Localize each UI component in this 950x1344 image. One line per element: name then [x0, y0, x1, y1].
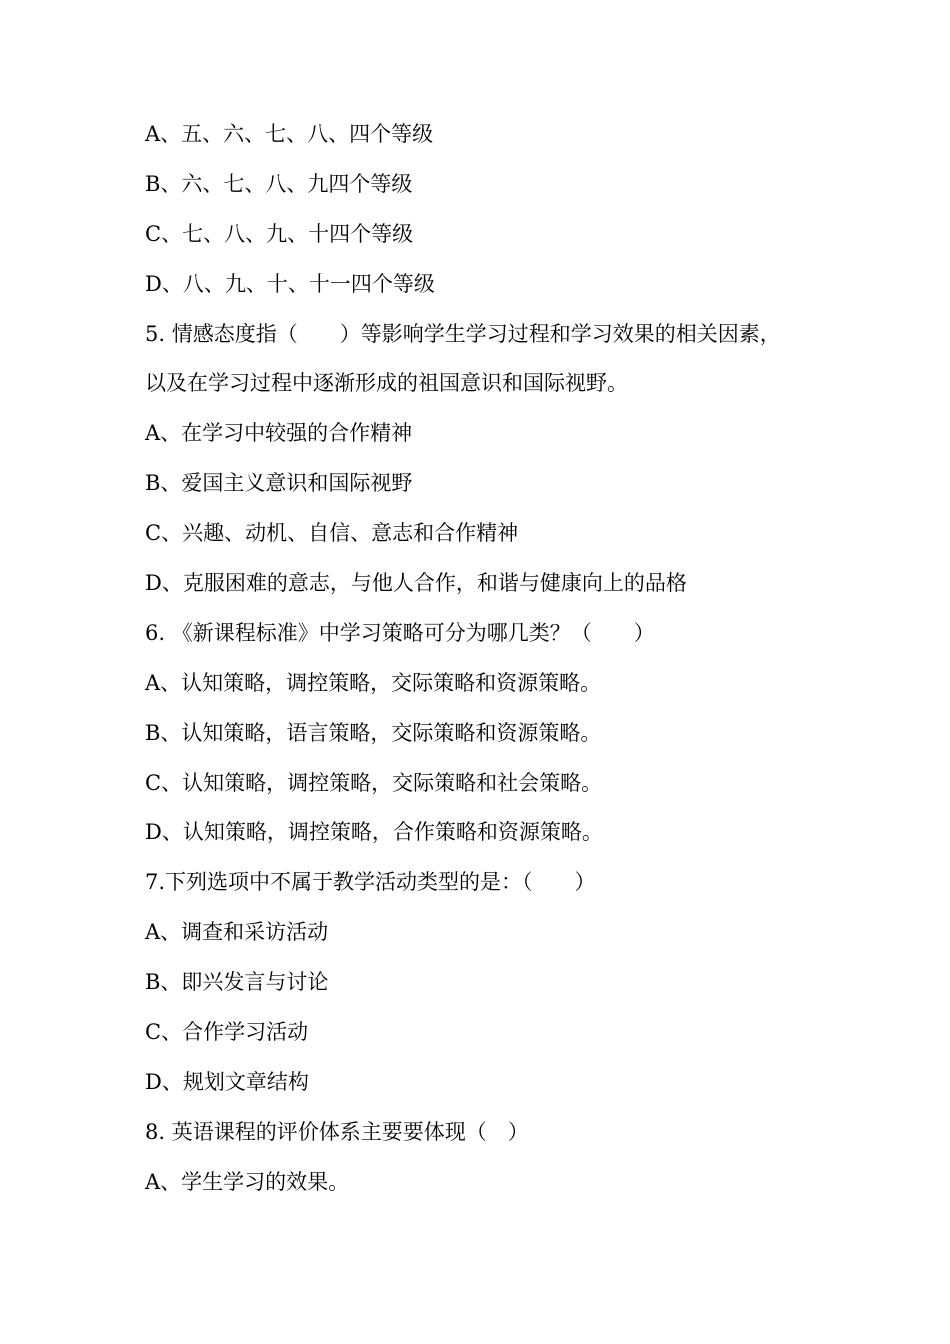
q7-question: 7.下列选项中不属于教学活动类型的是：（ ） [145, 870, 596, 895]
q6-question: 6. 《新课程标准》中学习策略可分为哪几类？（ ） [145, 620, 655, 645]
q6-option-d: D、认知策略，调控策略，合作策略和资源策略。 [145, 820, 603, 845]
q4-option-b: B、六、七、八、九四个等级 [145, 171, 413, 196]
q6-option-b: B、认知策略，语言策略，交际策略和资源策略。 [145, 720, 602, 745]
q5-question-line-1: 5. 情感态度指（ ）等影响学生学习过程和学习效果的相关因素， [145, 321, 781, 346]
q7-option-a: A、调查和采访活动 [145, 920, 329, 945]
q8-question: 8. 英语课程的评价体系主要要体现（ ） [145, 1119, 529, 1144]
q5-option-d: D、克服困难的意志，与他人合作，和谐与健康向上的品格 [145, 571, 687, 596]
q4-option-a: A、五、六、七、八、四个等级 [145, 122, 434, 146]
q5-option-c: C、兴趣、动机、自信、意志和合作精神 [145, 521, 519, 546]
q6-option-a: A、认知策略，调控策略，交际策略和资源策略。 [145, 670, 602, 695]
q5-question-line-2: 以及在学习过程中逐渐形成的祖国意识和国际视野。 [145, 371, 628, 396]
q7-option-d: D、规划文章结构 [145, 1069, 309, 1094]
document-body [145, 110, 835, 1208]
q8-option-a: A、学生学习的效果。 [145, 1169, 350, 1194]
q6-option-c: C、认知策略，调控策略，交际策略和社会策略。 [145, 770, 603, 795]
q7-option-c: C、合作学习活动 [145, 1020, 309, 1045]
q5-option-b: B、爱国主义意识和国际视野 [145, 471, 413, 496]
q7-option-b: B、即兴发言与讨论 [145, 970, 329, 995]
q4-option-c: C、七、八、九、十四个等级 [145, 221, 414, 246]
q5-option-a: A、在学习中较强的合作精神 [145, 421, 413, 446]
q4-option-d: D、八、九、十、十一四个等级 [145, 271, 435, 296]
